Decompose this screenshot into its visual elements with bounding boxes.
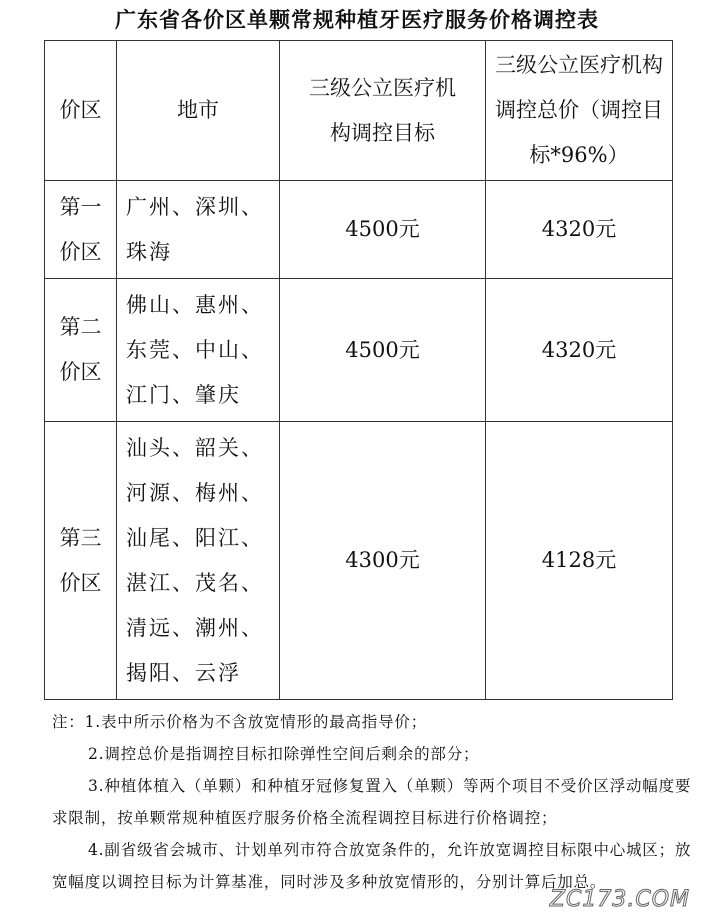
note-1: 注：1.表中所示价格为不含放宽情形的最高指导价； — [52, 713, 427, 731]
total-cell: 4320元 — [486, 181, 673, 279]
header-city: 地市 — [117, 41, 280, 181]
table-header-row — [45, 41, 673, 181]
zone-cell: 第一价区 — [45, 181, 117, 279]
zone-cell: 第二价区 — [45, 279, 117, 422]
city-cell: 广州、深圳、珠海 — [117, 181, 280, 279]
city-cell: 佛山、惠州、东莞、中山、江门、肇庆 — [117, 279, 280, 422]
city-cell: 汕头、韶关、河源、梅州、汕尾、阳江、湛江、茂名、清远、潮州、揭阳、云浮 — [117, 422, 280, 700]
note-2: 2.调控总价是指调控目标扣除弹性空间后剩余的部分； — [88, 745, 480, 763]
note-3: 3.种植体植入（单颗）和种植牙冠修复置入（单颗）等两个项目不受价区浮动幅度要求限制，按单颗常规种植医疗服务价格全流程调控目标进行价格调控； — [52, 777, 692, 827]
target-cell: 4300元 — [280, 422, 486, 700]
header-target: 三级公立医疗机构调控目标 — [280, 41, 486, 181]
zone-cell: 第三价区 — [45, 422, 117, 700]
total-cell: 4128元 — [486, 422, 673, 700]
header-total: 三级公立医疗机构调控总价（调控目标*96%） — [486, 41, 673, 181]
page-title: 广东省各价区单颗常规种植牙医疗服务价格调控表 — [115, 8, 599, 32]
watermark-logo: ZC173.COM — [549, 887, 690, 912]
price-table — [44, 40, 673, 700]
total-cell: 4320元 — [486, 279, 673, 422]
note-4: 4.副省级省会城市、计划单列市符合放宽条件的，允许放宽调控目标限中心城区；放宽幅度以调控目标为计算基准，同时涉及多种放宽情形的，分别计算后加总。 — [52, 841, 692, 891]
notes — [52, 706, 692, 898]
target-cell: 4500元 — [280, 181, 486, 279]
target-cell: 4500元 — [280, 279, 486, 422]
header-zone: 价区 — [45, 41, 117, 181]
table-row — [45, 279, 673, 422]
table-row — [45, 181, 673, 279]
table-row — [45, 422, 673, 700]
